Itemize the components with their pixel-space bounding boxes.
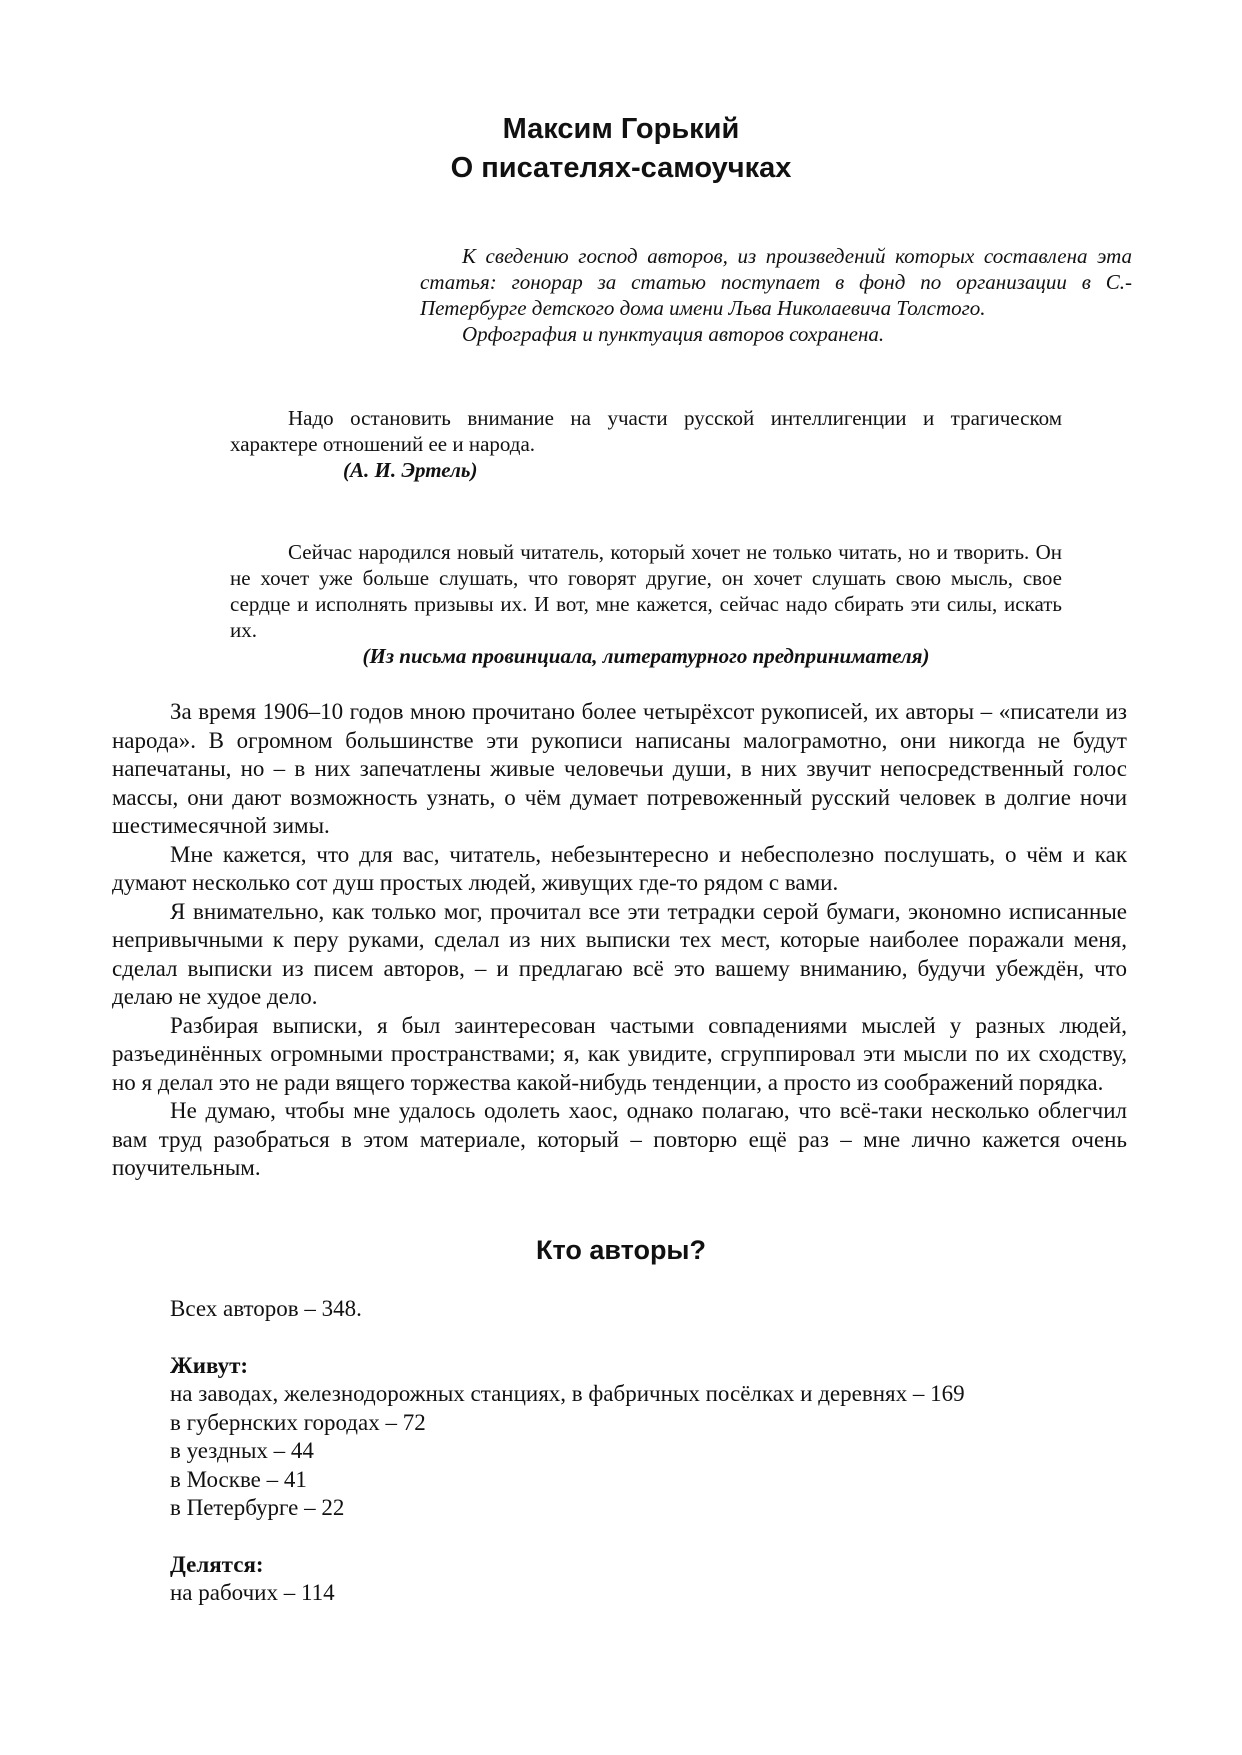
epigraph-text: Сейчас народился новый читатель, который хочет не только читать, но и творить. Он не хочет уже больше слушать, что говорят другие, он хочет слушать свою мысль, свое сердце и исполнять призывы их. И вот, мне кажется, сейчас надо сбирать эти силы, искать их. [230,540,1062,642]
paragraph: Не думаю, чтобы мне удалось одолеть хаос, однако полагаю, что всё-таки несколько облегчил вам труд разобраться в этом материале, который – повторю ещё раз – мне лично кажется очень поучительным. [112,1098,1127,1180]
live-heading: Живут: [170,1352,249,1378]
author-statistics [170,1295,1130,1608]
stat-line: в Москве – 41 [170,1466,307,1492]
stat-line: в Петербурге – 22 [170,1495,345,1520]
author-name: Максим Горький [502,113,740,145]
total-authors: Всех авторов – 348. [170,1296,362,1321]
article-title: О писателях-самоучках [450,152,792,184]
editorial-note-orthography: Орфография и пунктуация авторов сохранена. [462,322,885,346]
epigraph-ertel [230,405,1062,483]
stat-line: в губернских городах – 72 [170,1409,426,1435]
epigraph-text: Надо остановить внимание на участи русской интеллигенции и трагическом характере отношений ее и народа. [230,406,1062,456]
paragraph: За время 1906–10 годов мною прочитано более четырёхсот рукописей, их авторы – «писатели из народа». В огромном большинстве эти рукописи написаны малограмотно, они никогда не будут напечатаны, но – в них запечатлены живые человечьи души, в них звучит непосредственный голос массы, они дают возможность узнать, о чём думает потревоженный русский человек в долгие ночи шестимесячной зимы. [112,699,1127,838]
epigraph-attribution: (А. И. Эртель) [343,458,478,482]
document-title-block [0,110,1242,188]
stat-line: на заводах, железнодорожных станциях, в фабричных посёлках и деревнях – 169 [170,1381,965,1406]
epigraph-attribution: (Из письма провинциала, литературного предпринимателя) [362,644,930,668]
stat-line: на рабочих – 114 [170,1580,335,1605]
section-heading: Кто авторы? [535,1235,706,1265]
stat-line: в уездных – 44 [170,1438,314,1463]
article-body [112,698,1127,1183]
editorial-note [420,243,1132,347]
editorial-note-text: К сведению господ авторов, из произведений которых составлена эта статья: гонорар за статью поступает в фонд по организации в С.-Петербурге детского дома имени Льва Николаевича Толстого. [420,244,1132,320]
epigraph-provincial [230,539,1062,669]
paragraph: Разбирая выписки, я был заинтересован частыми совпадениями мыслей у разных людей, разъединённых огромными пространствами; я, как увидите, сгруппировал эти мысли по их сходству, но я делал это не ради вящего торжества какой-нибудь тенденции, а просто из соображений порядка. [112,1012,1127,1095]
paragraph: Мне кажется, что для вас, читатель, небезынтересно и небесполезно послушать, о чём и как думают несколько сот душ простых людей, живущих где-то рядом с вами. [112,841,1127,895]
paragraph: Я внимательно, как только мог, прочитал все эти тетрадки серой бумаги, экономно исписанные непривычными к перу руками, сделал из них выписки тех мест, которые наиболее поражали меня, сделал выписки из писем авторов, – и предлагаю всё это вашему вниманию, будучи убеждён, что делаю не худое дело. [112,898,1127,1009]
divide-heading: Делятся: [170,1551,264,1577]
